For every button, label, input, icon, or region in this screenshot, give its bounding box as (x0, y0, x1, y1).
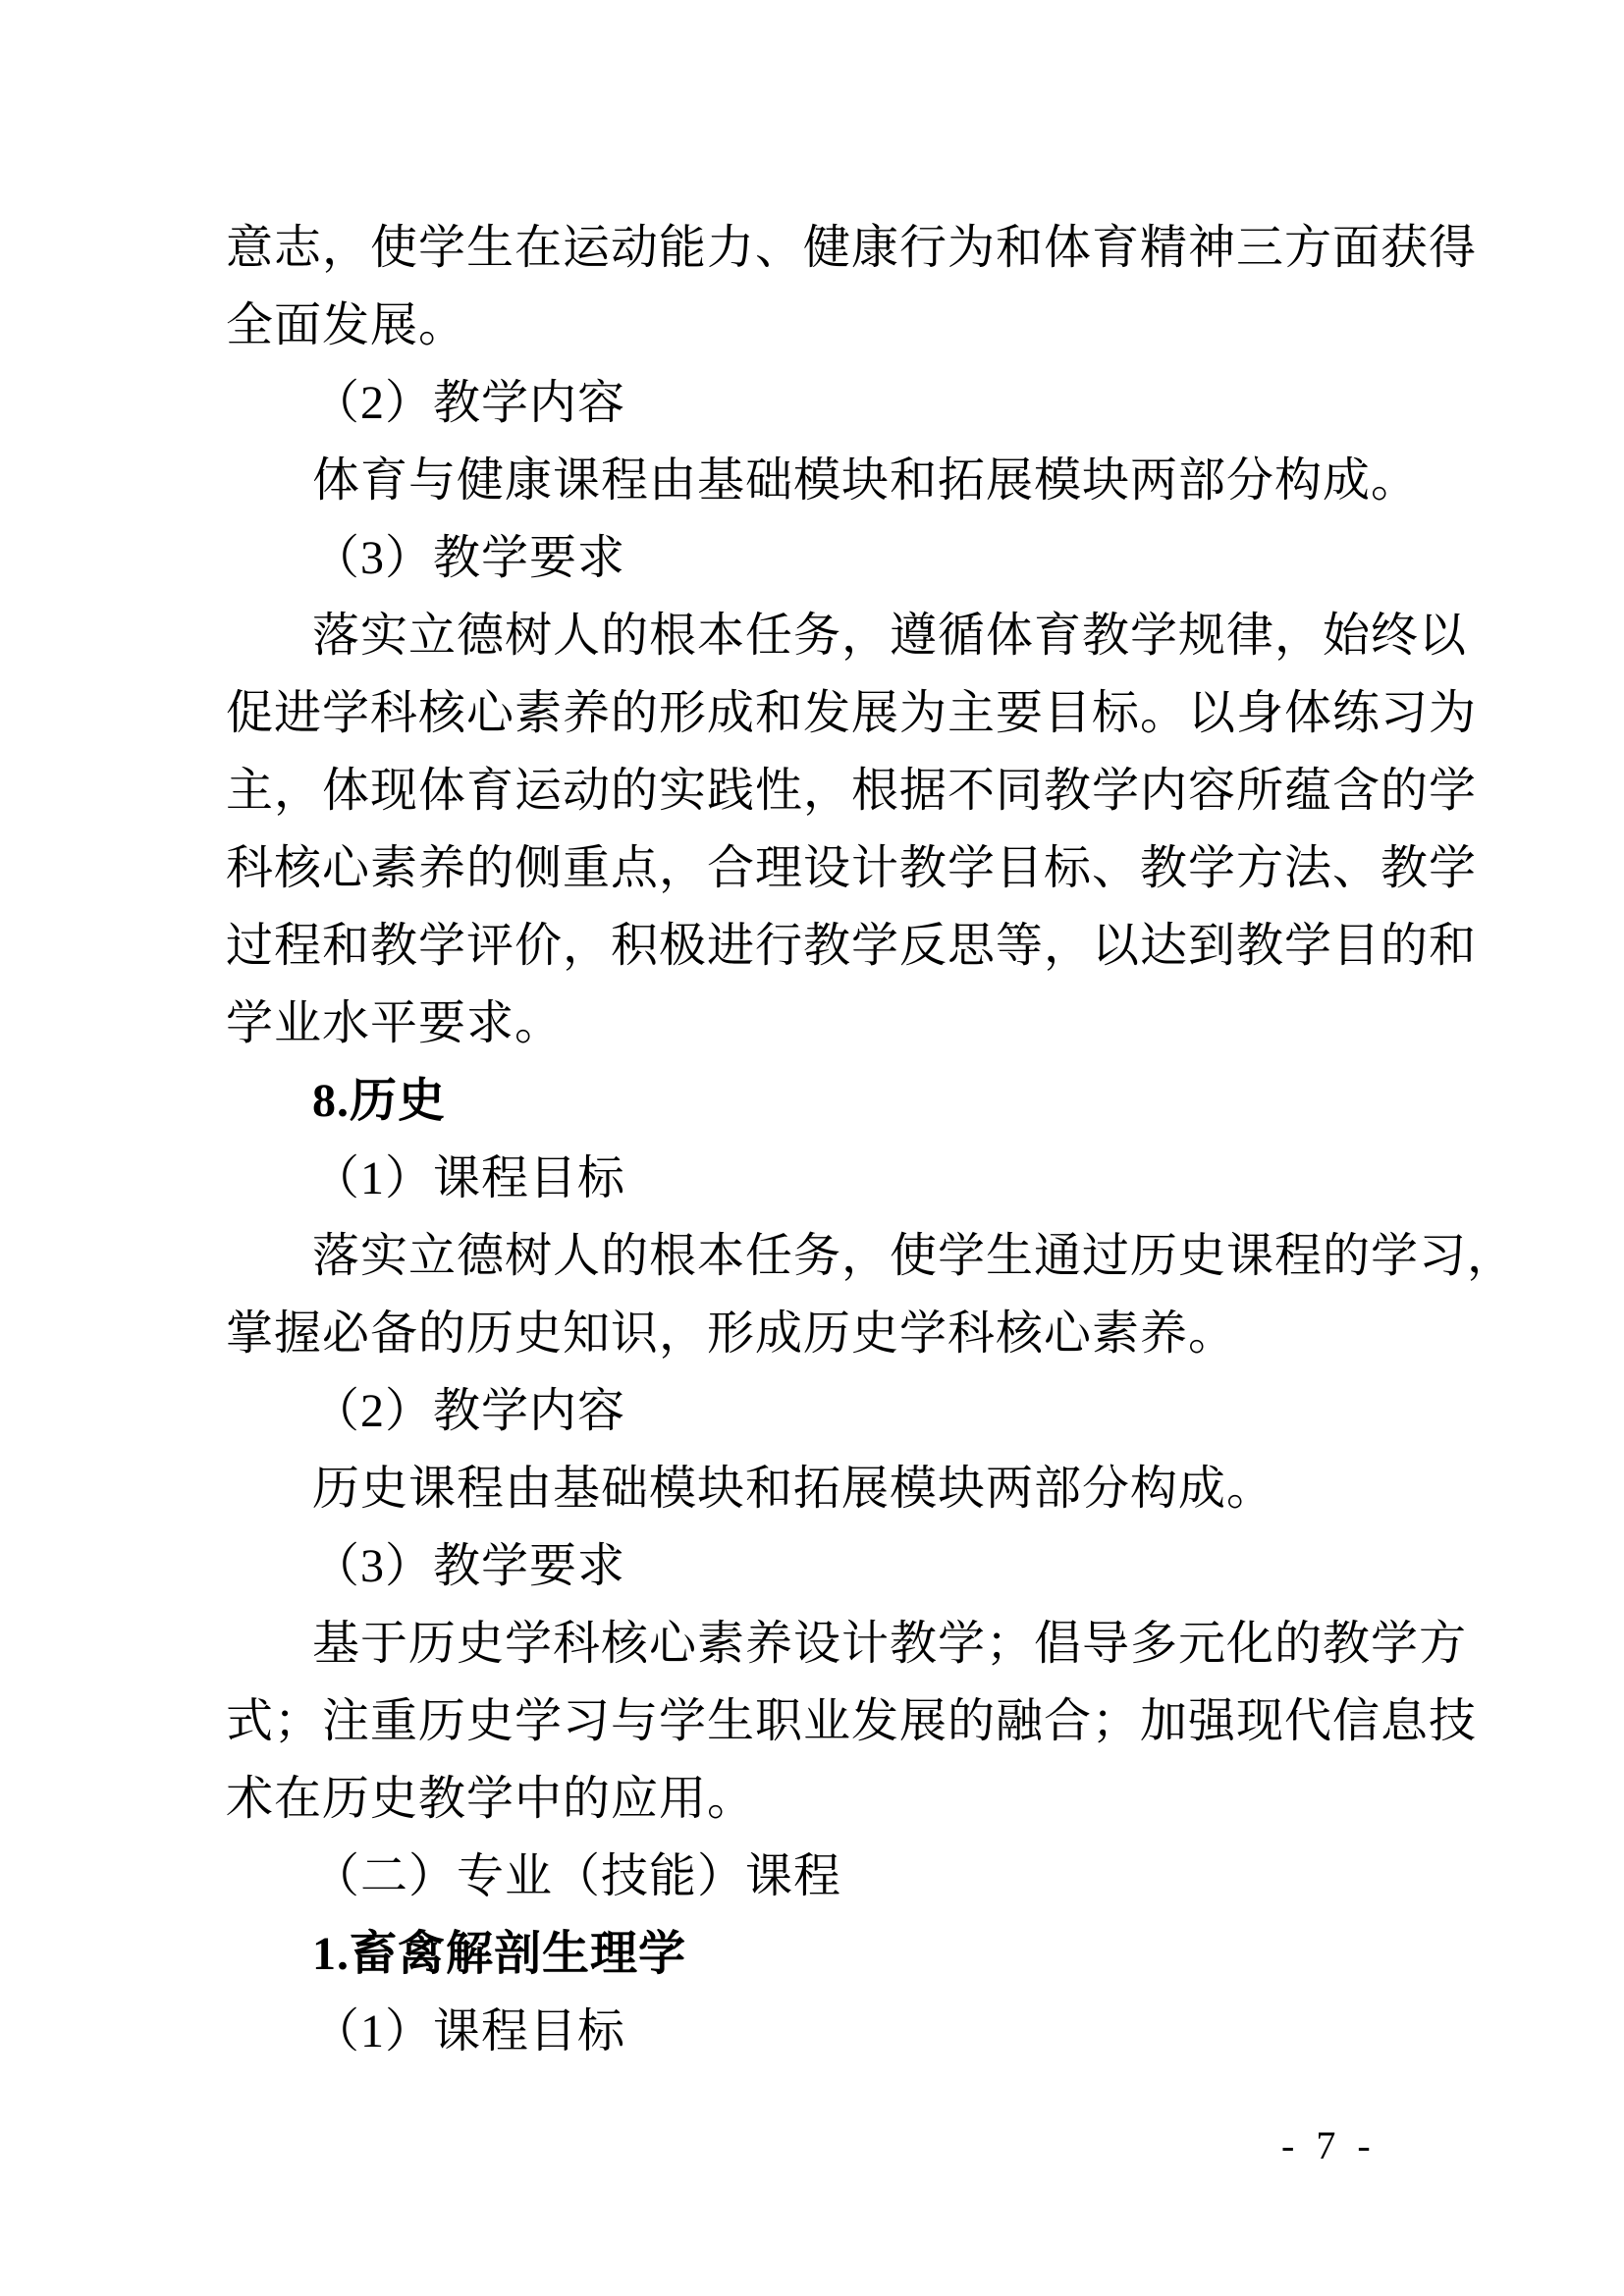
page-number: - 7 - (1281, 2123, 1377, 2167)
body-line-pe-modules: 体育与健康课程由基础模块和拓展模块两部分构成。 (312, 454, 1420, 507)
body-line-pe-requirements-6: 学业水平要求。 (226, 997, 564, 1049)
subheading-teaching-content-history: （2）教学内容 (312, 1385, 626, 1437)
heading-history: 8.历史 (312, 1075, 447, 1127)
body-line-pe-requirements-3: 主，体现体育运动的实践性，根据不同教学内容所蕴含的学 (226, 765, 1478, 817)
body-line-history-objectives-2: 掌握必备的历史知识，形成历史学科核心素养。 (226, 1308, 1237, 1360)
body-line-history-requirements-3: 术在历史教学中的应用。 (226, 1773, 756, 1825)
body-line-pe-requirements-5: 过程和教学评价，积极进行教学反思等，以达到教学目的和 (226, 920, 1478, 972)
subheading-teaching-requirements-pe: （3）教学要求 (312, 532, 626, 584)
body-line-history-modules: 历史课程由基础模块和拓展模块两部分构成。 (312, 1463, 1275, 1515)
body-line-history-requirements-1: 基于历史学科核心素养设计教学；倡导多元化的教学方 (312, 1618, 1468, 1670)
document-body (226, 209, 1516, 2070)
subheading-teaching-content-pe: （2）教学内容 (312, 377, 626, 429)
heading-animal-anatomy-physiology: 1.畜禽解剖生理学 (312, 1928, 687, 1980)
subheading-course-objectives: （1）课程目标 (312, 2005, 626, 2057)
body-line-pe-requirements-4: 科核心素养的侧重点，合理设计教学目标、教学方法、教学 (226, 842, 1478, 894)
body-line: 全面发展。 (226, 299, 467, 351)
subheading-teaching-requirements-history: （3）教学要求 (312, 1540, 626, 1592)
body-line-continuation: 意志，使学生在运动能力、健康行为和体育精神三方面获得 (226, 222, 1478, 274)
body-line-pe-requirements-2: 促进学科核心素养的形成和发展为主要目标。以身体练习为 (226, 687, 1478, 739)
body-line-history-requirements-2: 式；注重历史学习与学生职业发展的融合；加强现代信息技 (226, 1695, 1478, 1747)
body-line-pe-requirements-1: 落实立德树人的根本任务，遵循体育教学规律，始终以 (312, 610, 1468, 662)
subheading-course-objectives-history: （1）课程目标 (312, 1152, 626, 1204)
subheading-major-skill-courses: （二）专业（技能）课程 (312, 1850, 842, 1902)
body-line-history-objectives-1: 落实立德树人的根本任务，使学生通过历史课程的学习， (312, 1230, 1516, 1282)
